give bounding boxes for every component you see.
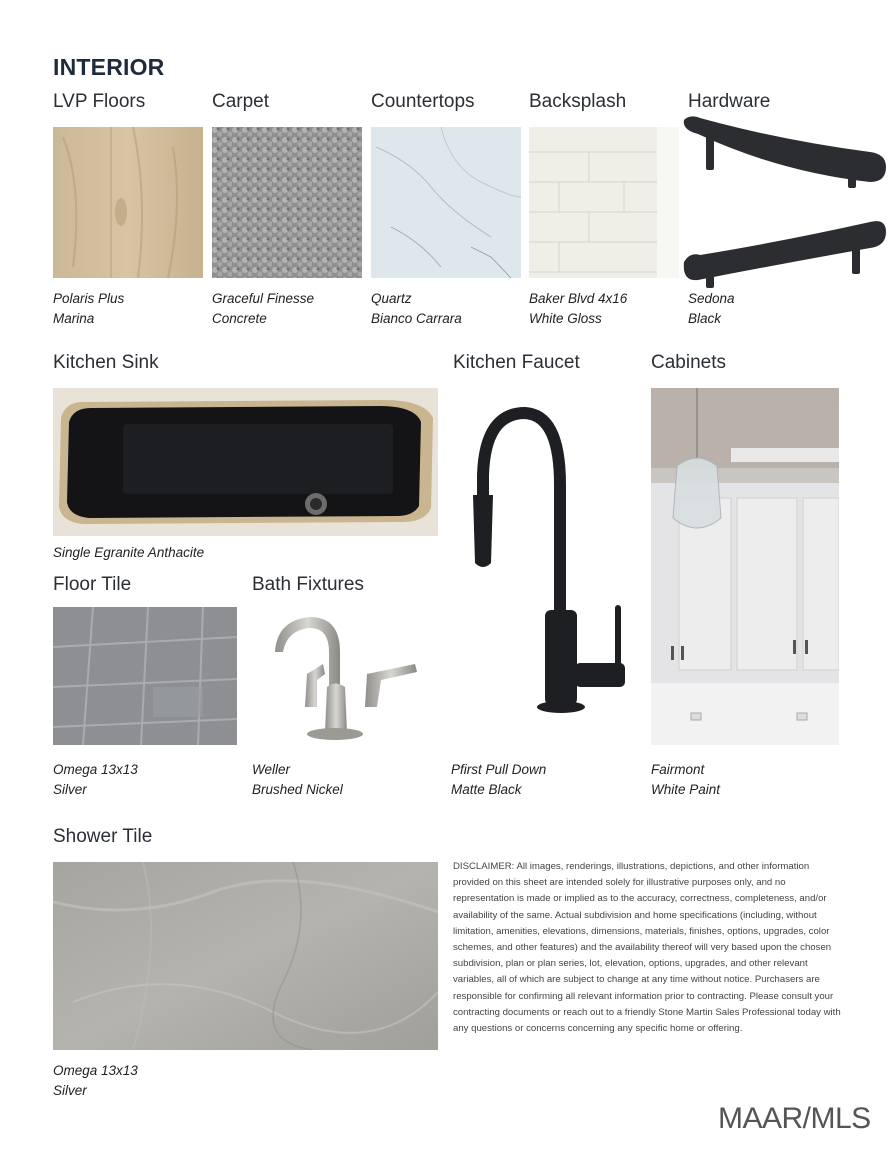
cabinets-name: Fairmont [651, 762, 705, 777]
bath-fixture-image [265, 612, 425, 747]
carpet-label: Carpet [212, 91, 270, 112]
kitchen-sink-name: Single Egranite Anthacite [53, 545, 205, 560]
carpet-caption [212, 289, 314, 329]
shower-tile-caption [53, 1061, 138, 1101]
section-title: INTERIOR [53, 54, 165, 80]
kitchen-sink-caption [53, 543, 204, 563]
countertops-label: Countertops [371, 91, 475, 112]
kitchen-faucet-name: Pfirst Pull Down [451, 762, 547, 777]
lvp-floors-swatch [53, 127, 203, 278]
lvp-floors-caption [53, 289, 124, 329]
hardware-caption [688, 289, 735, 329]
hardware-color: Black [688, 311, 722, 326]
cabinets-image [651, 388, 839, 745]
disclaimer-text: DISCLAIMER: All images, renderings, illustrations, depictions, and other information provided on this sheet are intended solely for illustrative purposes only, and no representation is made or implied as to the accuracy, correctness, completeness, and/or availability of the same. Actual subdivision and home specifications (including, without limitation, amenities, elevations, dimensions, materials, finishes, options, upgrades, color schemes, and other features) and the availability thereof will very based upon the chosen subdivision, plan or plan series, lot, elevation, options, upgrades, and other relevant variables, all of which are subject to change at any time without notice. Purchasers are responsible for confirming all relevant information prior to contracting. Please consult your contracting documents or reach out to a friendly Stone Martin Sales Professional today with any questions or concerns concerning any specific home or offering. [453, 861, 841, 1035]
floor-tile-caption [53, 760, 138, 800]
floor-tile-swatch [53, 607, 237, 745]
backsplash-caption [529, 289, 627, 329]
hardware-pull-image [680, 112, 890, 292]
backsplash-label: Backsplash [529, 91, 627, 112]
countertops-color: Bianco Carrara [371, 311, 462, 326]
shower-tile-swatch [53, 862, 438, 1050]
backsplash-swatch [529, 127, 679, 278]
hardware-name: Sedona [688, 291, 735, 306]
countertops-caption [371, 289, 462, 329]
bath-fixtures-color: Brushed Nickel [252, 782, 343, 797]
backsplash-name: Baker Blvd 4x16 [529, 291, 628, 306]
floor-tile-name: Omega 13x13 [53, 762, 138, 777]
floor-tile-label: Floor Tile [53, 574, 132, 595]
countertops-name: Quartz [371, 291, 412, 306]
kitchen-sink-image [53, 388, 438, 536]
cabinets-color: White Paint [651, 782, 721, 797]
carpet-name: Graceful Finesse [212, 291, 315, 306]
backsplash-color: White Gloss [529, 311, 602, 326]
countertops-swatch [371, 127, 521, 278]
shower-tile-label: Shower Tile [53, 826, 153, 847]
kitchen-faucet-image [455, 395, 635, 715]
kitchen-faucet-label: Kitchen Faucet [453, 352, 580, 373]
shower-tile-name: Omega 13x13 [53, 1063, 138, 1078]
bath-fixtures-name: Weller [252, 762, 291, 777]
lvp-floors-name: Polaris Plus [53, 291, 125, 306]
cabinets-label: Cabinets [651, 352, 726, 373]
bath-fixtures-label: Bath Fixtures [252, 574, 364, 595]
lvp-floors-label: LVP Floors [53, 91, 146, 112]
carpet-swatch [212, 127, 362, 278]
kitchen-sink-label: Kitchen Sink [53, 352, 159, 373]
bath-fixtures-caption [252, 760, 343, 800]
floor-tile-color: Silver [53, 782, 87, 797]
hardware-label: Hardware [688, 91, 771, 112]
kitchen-faucet-color: Matte Black [451, 782, 522, 797]
shower-tile-color: Silver [53, 1083, 87, 1098]
watermark: MAAR/MLS [718, 1102, 871, 1135]
lvp-floors-color: Marina [53, 311, 95, 326]
kitchen-faucet-caption [451, 760, 546, 800]
cabinets-caption [651, 760, 720, 800]
carpet-color: Concrete [212, 311, 267, 326]
